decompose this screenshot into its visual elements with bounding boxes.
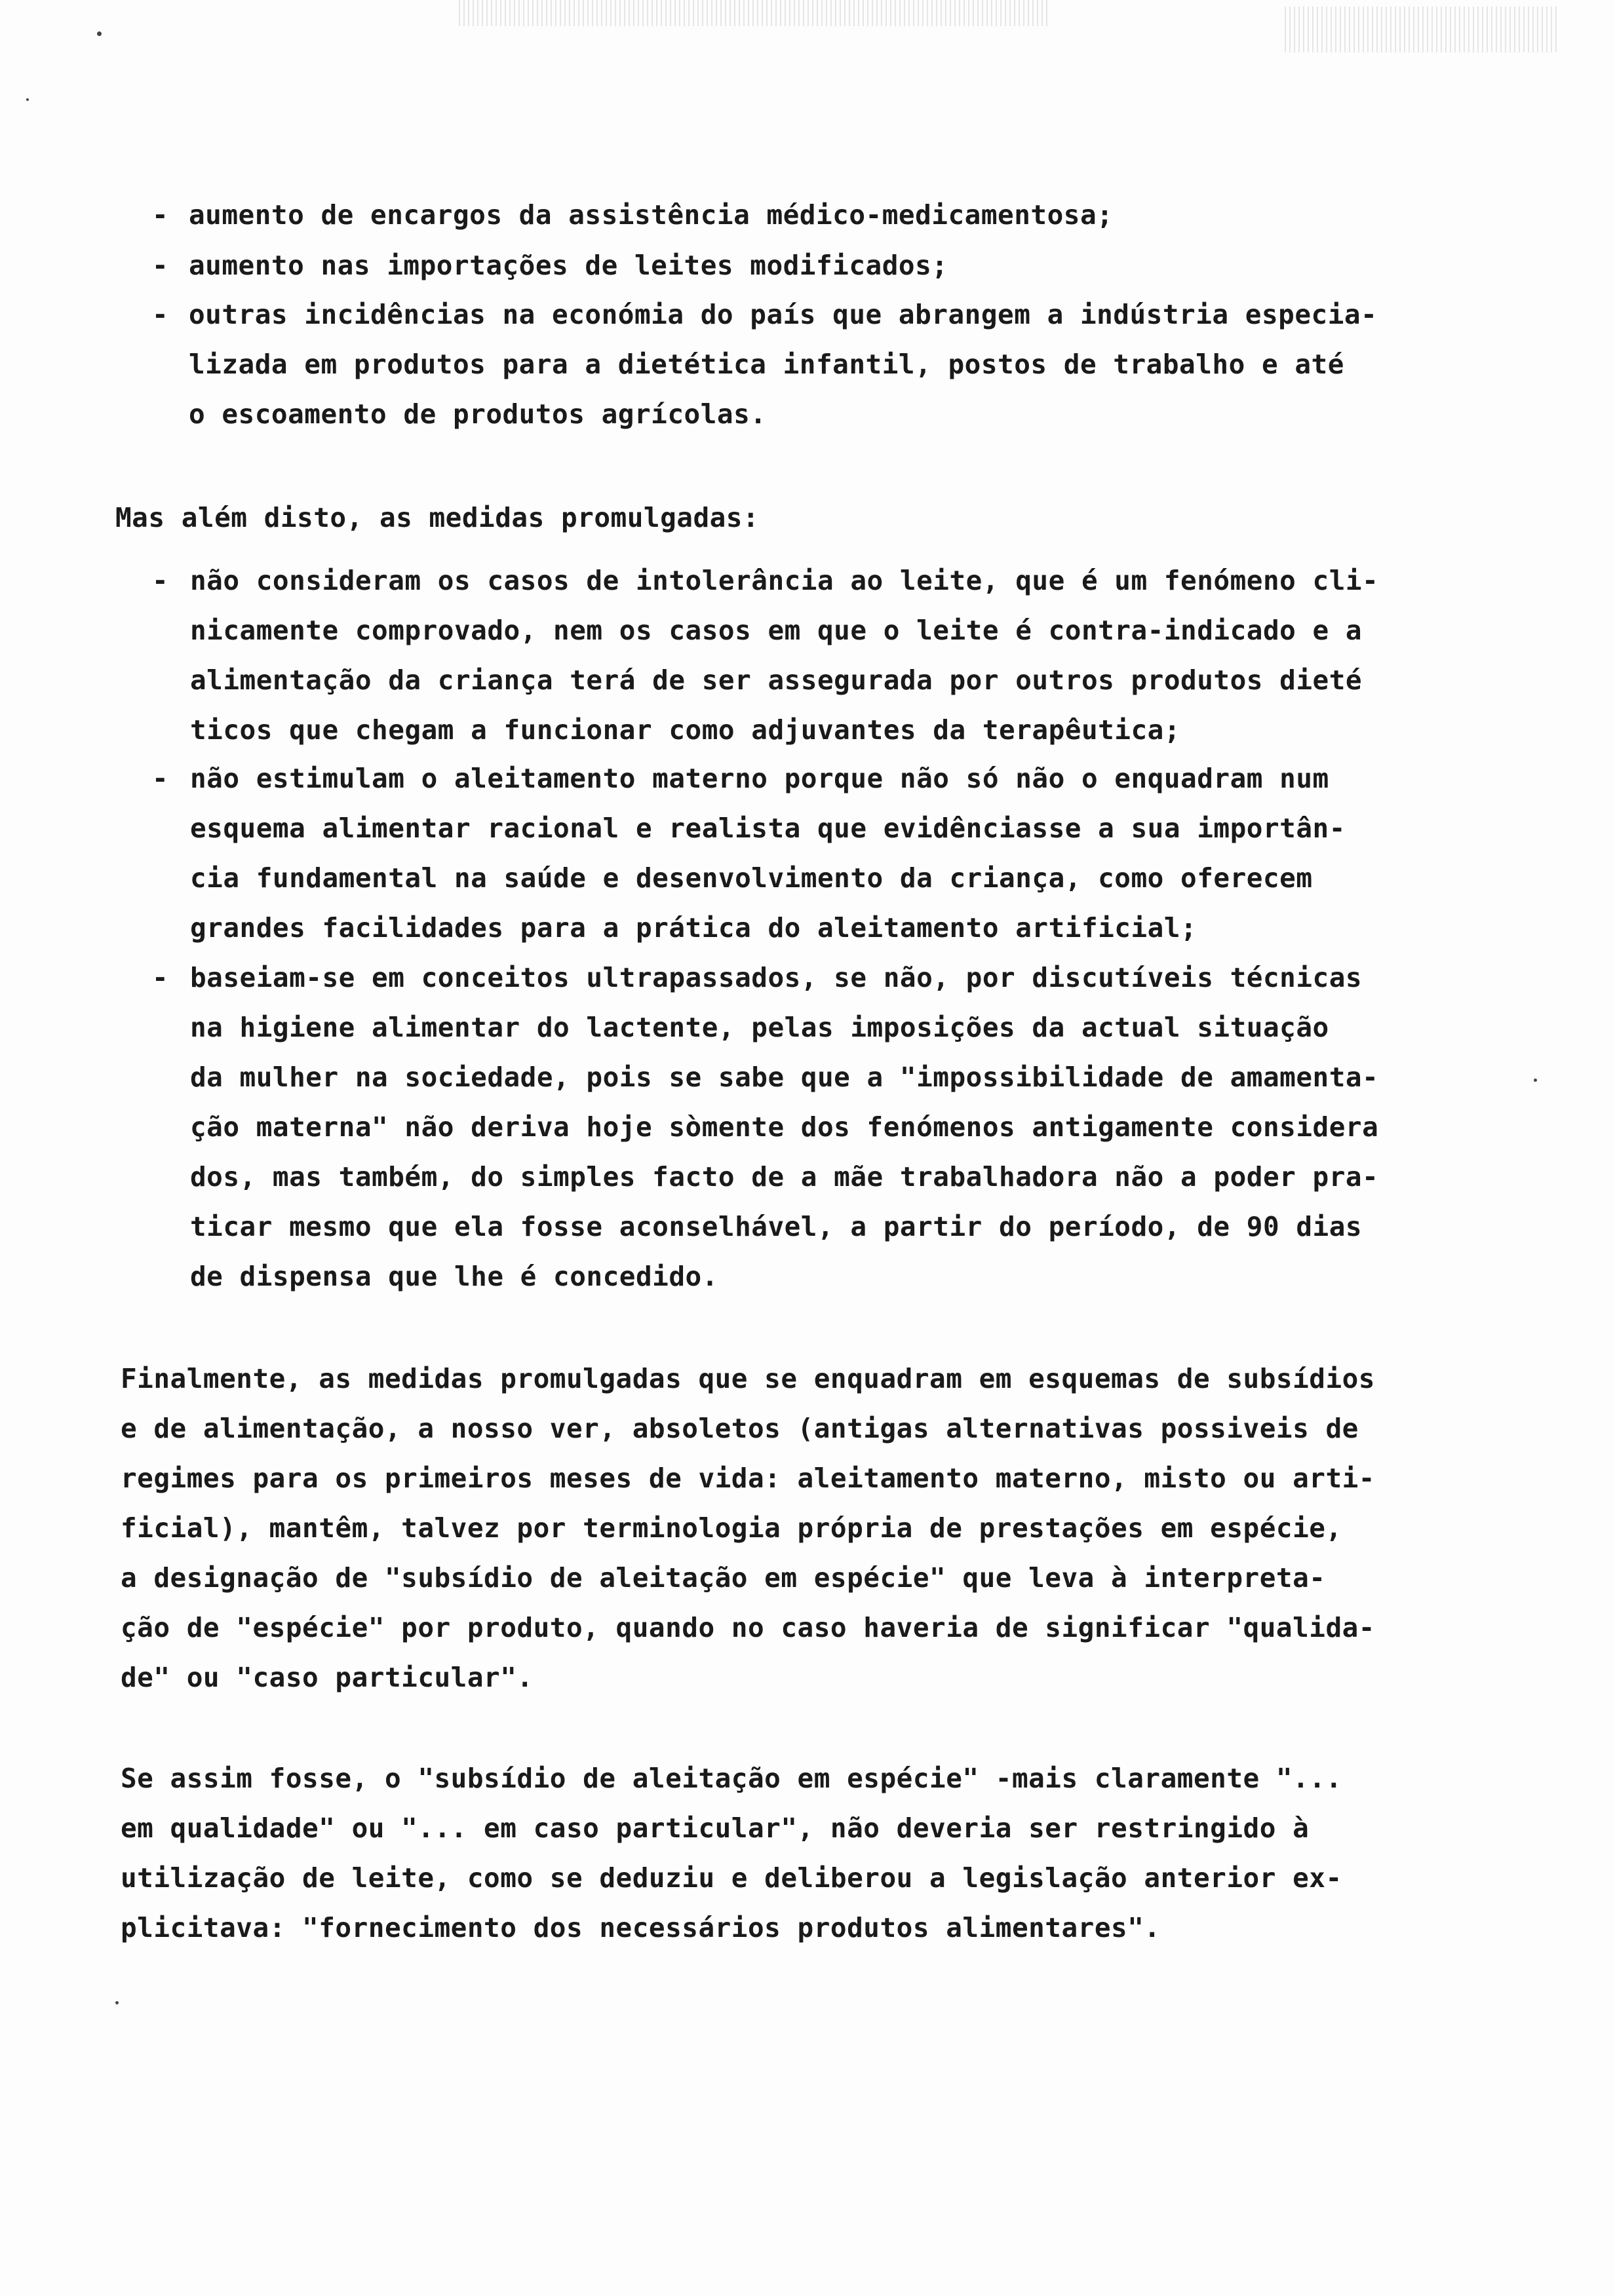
bullet-dash: - — [152, 250, 168, 281]
list1-item3-line3: o escoamento de produtos agrícolas. — [189, 398, 767, 430]
list2-item2-line1: não estimulam o aleitamento materno porque não só não o enquadram num — [190, 763, 1329, 794]
paragraph-2-line2: e de alimentação, a nosso ver, absoletos (antigas alternativas possiveis de — [121, 1413, 1359, 1444]
bullet-dash: - — [152, 199, 168, 231]
list1-item3-line2: lizada em produtos para a dietética infantil, postos de trabalho e até — [189, 349, 1344, 380]
paragraph-2-line3: regimes para os primeiros meses de vida: aleitamento materno, misto ou arti- — [121, 1463, 1375, 1494]
list2-item2-line4: grandes facilidades para a prática do aleitamento artificial; — [190, 912, 1197, 944]
scan-noise-top — [459, 0, 1049, 26]
list1-item1-line1: aumento de encargos da assistência médico-medicamentosa; — [189, 199, 1114, 231]
bullet-dash: - — [152, 299, 168, 330]
paragraph-2-line5: a designação de "subsídio de aleitação em espécie" que leva à interpreta- — [121, 1562, 1326, 1594]
list2-item3-line5: dos, mas também, do simples facto de a mãe trabalhadora não a poder pra- — [190, 1161, 1379, 1193]
paragraph-2-line1: Finalmente, as medidas promulgadas que se enquadram em esquemas de subsídios — [121, 1363, 1375, 1394]
bullet-dash: - — [152, 763, 168, 794]
list2-item3-line2: na higiene alimentar do lactente, pelas imposições da actual situação — [190, 1012, 1329, 1043]
paragraph-2-line7: de" ou "caso particular". — [121, 1662, 534, 1693]
scan-speck — [1534, 1079, 1537, 1082]
list2-item1-line4: ticos que chegam a funcionar como adjuvantes da terapêutica; — [190, 714, 1181, 746]
scan-speck — [26, 98, 29, 101]
list2-item1-line1: não consideram os casos de intolerância ao leite, que é um fenómeno cli- — [190, 565, 1379, 596]
bullet-dash: - — [152, 962, 168, 993]
list1-item2-line1: aumento nas importações de leites modificados; — [189, 250, 948, 281]
list2-item2-line3: cia fundamental na saúde e desenvolvimento da criança, como oferecem — [190, 862, 1313, 894]
paragraph-1: Mas além disto, as medidas promulgadas: — [115, 502, 760, 533]
paragraph-3-line3: utilização de leite, como se deduziu e deliberou a legislação anterior ex- — [121, 1862, 1342, 1894]
paragraph-2-line4: ficial), mantêm, talvez por terminologia própria de prestações em espécie, — [121, 1512, 1342, 1544]
list2-item3-line3: da mulher na sociedade, pois se sabe que a "impossibilidade de amamenta- — [190, 1062, 1379, 1093]
list2-item3-line1: baseiam-se em conceitos ultrapassados, se não, por discutíveis técnicas — [190, 962, 1363, 993]
scan-speck — [115, 2001, 119, 2004]
scan-noise-top-right — [1285, 7, 1560, 52]
list2-item2-line2: esquema alimentar racional e realista que evidênciasse a sua importân- — [190, 813, 1346, 844]
paragraph-2-line6: ção de "espécie" por produto, quando no caso haveria de significar "qualida- — [121, 1612, 1375, 1643]
list2-item1-line3: alimentação da criança terá de ser assegurada por outros produtos dieté — [190, 664, 1363, 696]
paragraph-3-line2: em qualidade" ou "... em caso particular", não deveria ser restringido à — [121, 1812, 1310, 1844]
list2-item1-line2: nicamente comprovado, nem os casos em que o leite é contra-indicado e a — [190, 615, 1363, 646]
paragraph-3-line1: Se assim fosse, o "subsídio de aleitação em espécie" -mais claramente "... — [121, 1763, 1342, 1794]
list2-item3-line7: de dispensa que lhe é concedido. — [190, 1261, 718, 1292]
bullet-dash: - — [152, 565, 168, 596]
list2-item3-line4: ção materna" não deriva hoje sòmente dos fenómenos antigamente considera — [190, 1111, 1379, 1143]
list2-item3-line6: ticar mesmo que ela fosse aconselhável, a partir do período, de 90 dias — [190, 1211, 1363, 1242]
scan-speck — [97, 31, 102, 36]
paragraph-3-line4: plicitava: "fornecimento dos necessários produtos alimentares". — [121, 1912, 1161, 1943]
list1-item3-line1: outras incidências na económia do país que abrangem a indústria especia- — [189, 299, 1378, 330]
